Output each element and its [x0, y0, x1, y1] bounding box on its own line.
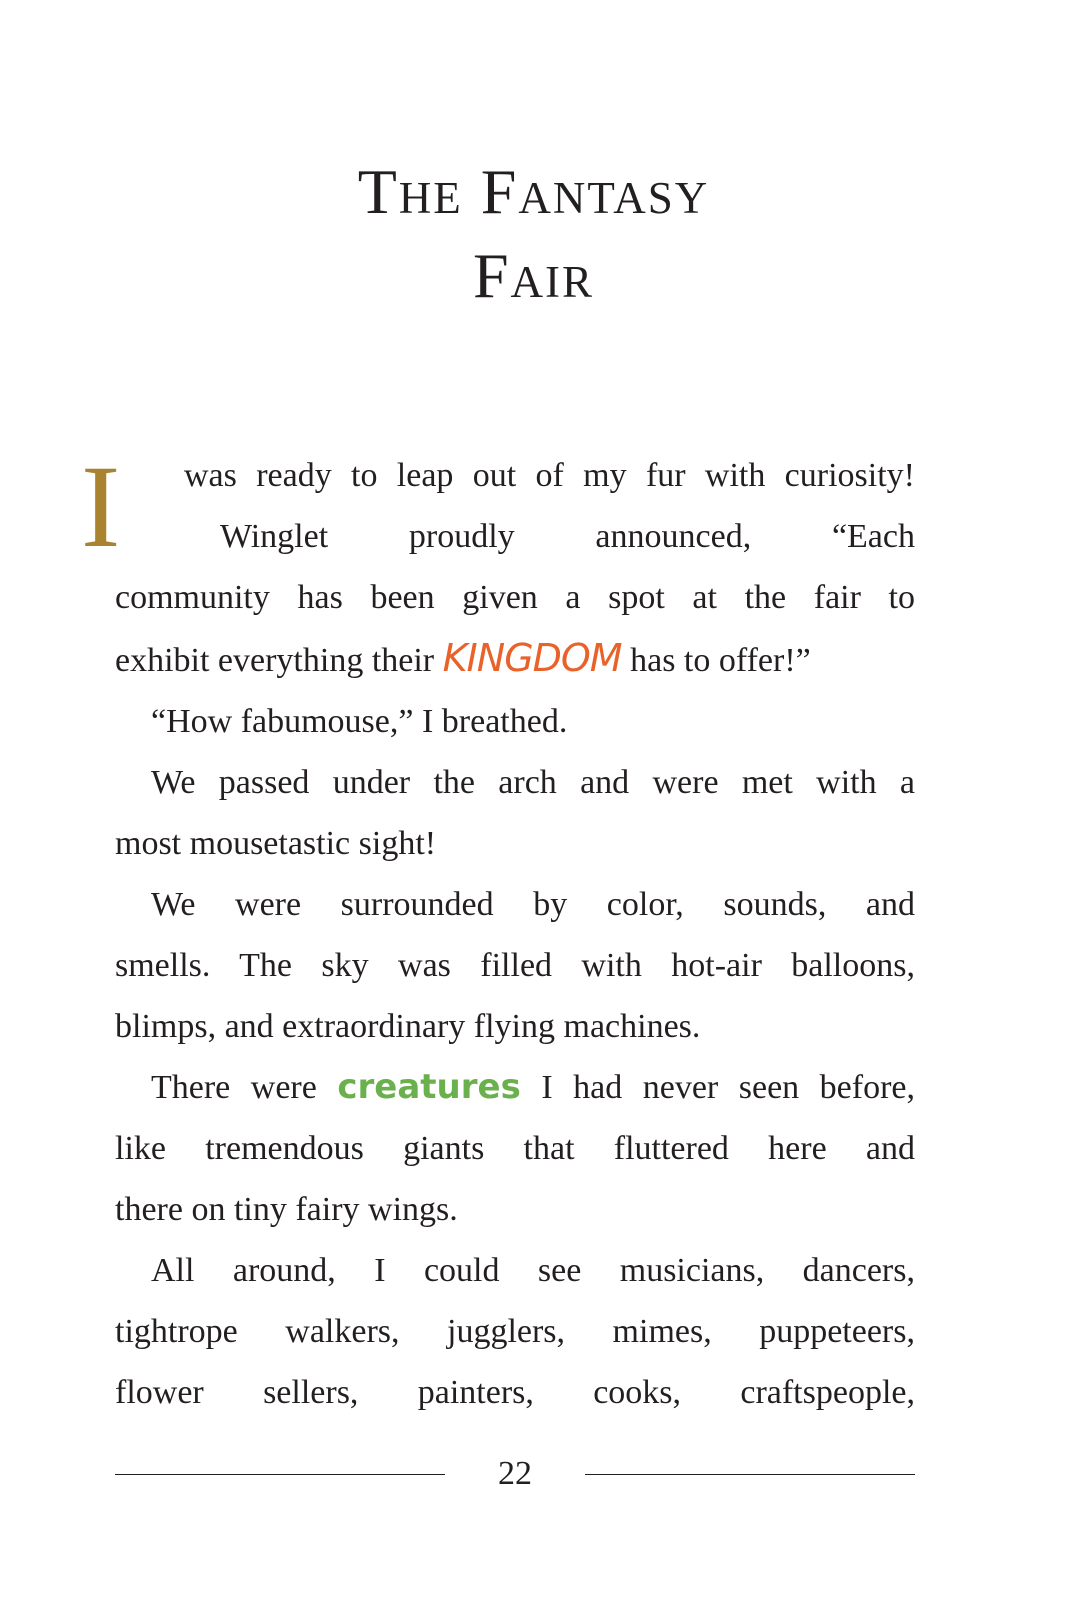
paragraph-6 — [115, 1240, 915, 1423]
paragraph-4 — [115, 874, 915, 1057]
paragraph-5-line-3: there on tiny fairy wings. — [115, 1191, 458, 1228]
paragraph-4-line-1: We were surrounded by color, sounds, and — [151, 886, 915, 923]
paragraph-2: “How fabumouse,” I breathed. — [151, 703, 568, 740]
paragraph-6-line-2: tightrope walkers, jugglers, mimes, puppeteers, — [115, 1313, 915, 1350]
paragraph-1-line-4-end: has to offer!” — [630, 642, 811, 679]
paragraph-5 — [115, 1057, 915, 1240]
kingdom-highlight-word: KINGDOM — [442, 636, 622, 680]
paragraph-1-line-4 — [115, 628, 915, 691]
paragraph-1-line-3: community has been given a spot at the fair to — [115, 579, 915, 616]
paragraph-4-line-2: smells. The sky was filled with hot-air balloons, — [115, 947, 915, 984]
paragraph-1 — [81, 441, 915, 691]
footer-rule-right — [585, 1474, 915, 1475]
chapter-body — [81, 441, 916, 1423]
paragraph-5-line-2: like tremendous giants that fluttered here and — [115, 1130, 915, 1167]
paragraph-5-line-1-start: There were — [151, 1069, 317, 1106]
paragraph-1-line-1: was ready to leap out of my fur with curiosity! — [184, 457, 915, 494]
page-footer — [115, 1450, 915, 1500]
paragraph-1-line-4-start: exhibit everything their — [115, 642, 435, 679]
paragraph-6-line-3: flower sellers, painters, cooks, craftspeople, — [115, 1374, 915, 1411]
creatures-highlight-word: creatures — [337, 1067, 521, 1107]
paragraph-3-line-1: We passed under the arch and were met with a — [151, 764, 915, 801]
paragraph-6-line-1: All around, I could see musicians, dancers, — [151, 1252, 915, 1289]
drop-cap: I — [81, 441, 121, 572]
paragraph-1-line-2: Winglet proudly announced, “Each — [220, 518, 915, 555]
chapter-title-line-1: The Fantasy — [357, 156, 710, 227]
paragraph-5-line-1 — [115, 1057, 915, 1118]
paragraph-5-line-1-end: I had never seen before, — [541, 1069, 916, 1106]
paragraph-3 — [115, 752, 915, 874]
paragraph-3-line-2: most mousetastic sight! — [115, 825, 437, 862]
chapter-title-line-2: Fair — [472, 240, 595, 311]
page-number: 22 — [498, 1455, 532, 1492]
chapter-title — [0, 150, 1067, 318]
paragraph-4-line-3: blimps, and extraordinary flying machines. — [115, 1008, 701, 1045]
